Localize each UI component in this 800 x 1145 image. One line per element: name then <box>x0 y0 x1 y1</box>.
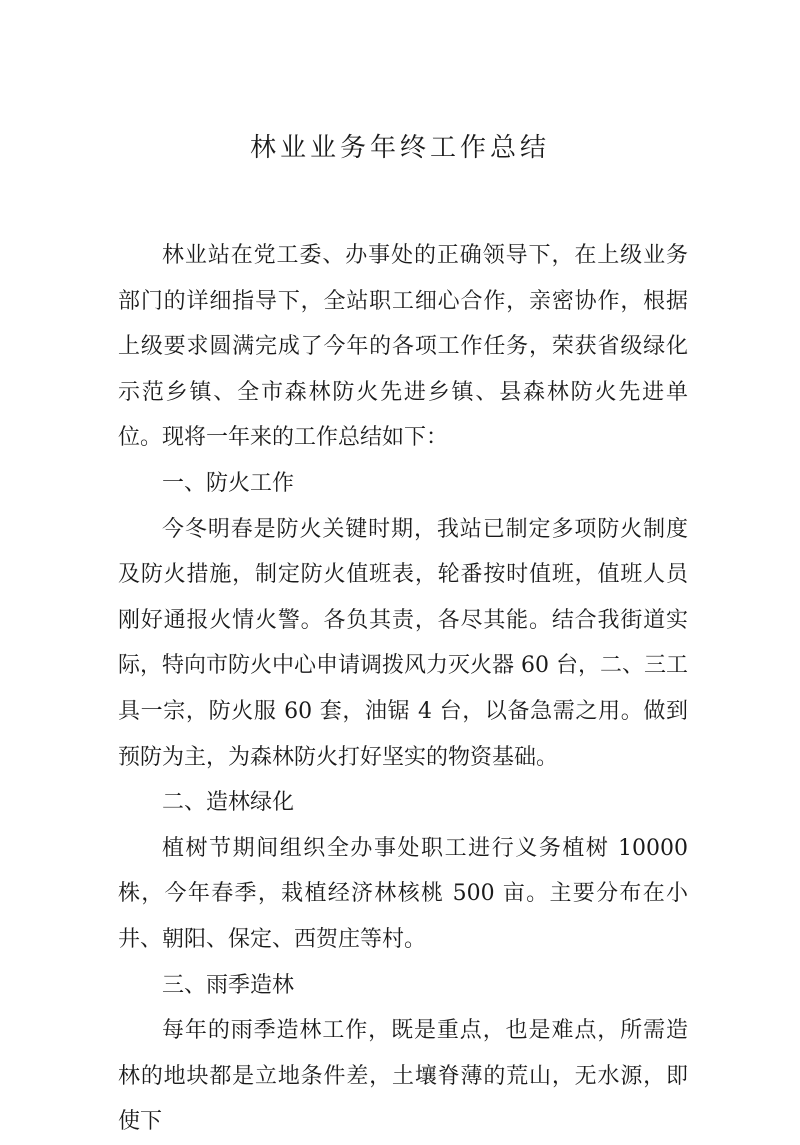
paragraph-fire-prevention: 今冬明春是防火关键时期，我站已制定多项防火制度及防火措施，制定防火值班表，轮番按时值班，值班人员刚好通报火情火警。各负其责，各尽其能。结合我街道实际，特向市防火中心申请调拨风力灭火器 60 台，二、三工具一宗，防火服 60 套，油锯 4 台，以备急需之用。做到预防为主，为森林防火打好坚实的物资基础。 <box>118 516 688 770</box>
section-heading-rainy-season: 三、雨季造林 <box>162 972 295 998</box>
document-body <box>118 233 688 1145</box>
document-title: 林业业务年终工作总结 <box>249 133 550 163</box>
section-heading-afforestation: 二、造林绿化 <box>162 790 295 816</box>
paragraph-intro: 林业站在党工委、办事处的正确领导下，在上级业务部门的详细指导下，全站职工细心合作，亲密协作，根据上级要求圆满完成了今年的各项工作任务，荣获省级绿化示范乡镇、全市森林防火先进乡镇、县森林防火先进单位。现将一年来的工作总结如下： <box>118 243 688 451</box>
paragraph-rainy-season: 每年的雨季造林工作，既是重点，也是难点，所需造林的地块都是立地条件差，土壤脊薄的荒山，无水源，即使下 <box>118 1018 688 1135</box>
paragraph-afforestation: 植树节期间组织全办事处职工进行义务植树 10000 株，今年春季，栽植经济林核桃 500 亩。主要分布在小井、朝阳、保定、西贺庄等村。 <box>118 835 688 952</box>
section-heading-fire-prevention: 一、防火工作 <box>162 470 295 496</box>
